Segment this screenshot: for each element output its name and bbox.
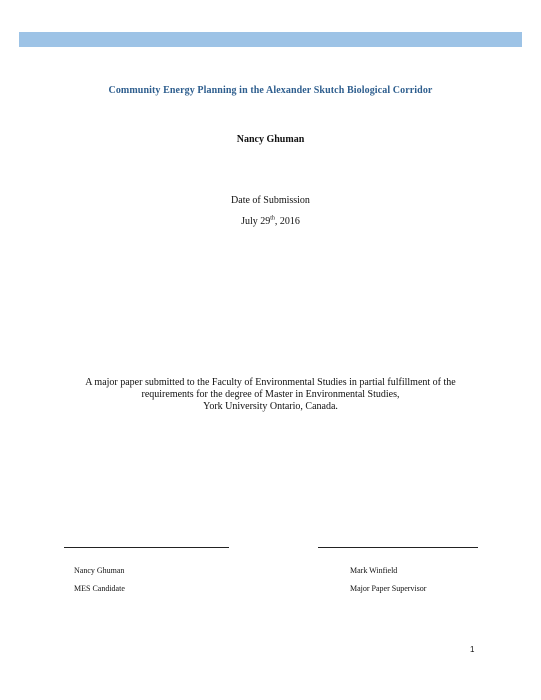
submission-date (0, 216, 541, 227)
submission-date-year: , 2016 (274, 216, 300, 227)
document-title: Community Energy Planning in the Alexander Skutch Biological Corridor (108, 85, 433, 96)
degree-statement-line: York University Ontario, Canada. (203, 401, 338, 412)
page-number: 1 (470, 645, 475, 654)
candidate-role: MES Candidate (74, 584, 125, 593)
header-band (19, 32, 522, 47)
candidate-name: Nancy Ghuman (74, 566, 125, 575)
supervisor-name: Mark Winfield (350, 566, 398, 575)
submission-date-month-day: July 29 (241, 216, 271, 227)
signature-line-supervisor (318, 547, 478, 548)
submission-date-label: Date of Submission (231, 195, 310, 206)
author-name: Nancy Ghuman (236, 134, 305, 145)
signature-line-candidate (64, 547, 229, 548)
submission-date-suffix: th (270, 215, 275, 222)
supervisor-role: Major Paper Supervisor (350, 584, 427, 593)
degree-statement-line: requirements for the degree of Master in Environmental Studies, (141, 389, 400, 400)
degree-statement-line: A major paper submitted to the Faculty of Environmental Studies in partial fulfillment of the (85, 377, 456, 388)
degree-statement (40, 377, 501, 413)
